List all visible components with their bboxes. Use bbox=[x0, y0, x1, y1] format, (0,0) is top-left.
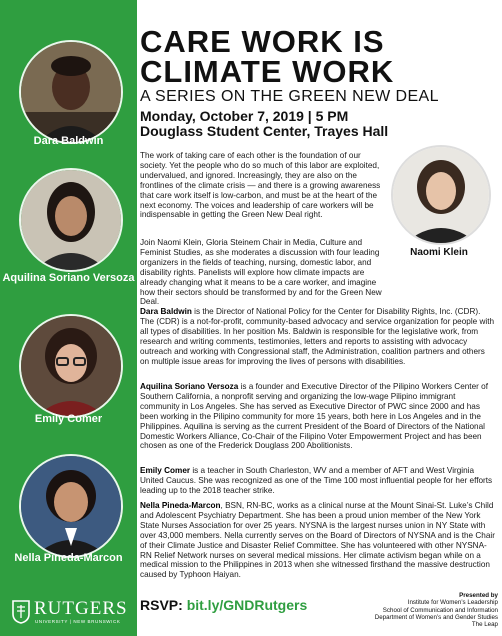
intro-paragraph: The work of taking care of each other is the foundation of our society. Yet the people who do so much of this labor are exploited, undervalued, and ignored. Increasingly, they are also on the frontlines of the climate crisis — and there is a growing awareness that care work itself is low-carbon, and must be at the heart of the next economy. The voices and leadership of care workers will be indispensable in getting the Green New Deal right. bbox=[140, 151, 381, 220]
sponsor-org: The Leap bbox=[471, 621, 498, 629]
bio-paragraph: Nella Pineda-Marcon, BSN, RN-BC, works as a clinical nurse at the Mount Sinai-St. Luke’s Child and Adolescent Psychiatry Department. She has been a proud union member of the New York State Nurses Association for over 25 years. NYSNA is the largest nurses union in NY State with over 43,000 members. Nella currently serves on the Board of Directors of NYSNA and is the Chair of their Climate Justice and Disaster Relief Committee. She has volunteered with other NYSNA-RN Relief Network nurses on several medical missions. Her climate activism began while on a medical mission to the Philippines in 2013 when she witnessed firsthand the massive destruction caused by Typhoon Haiyan. bbox=[140, 501, 495, 580]
page-title bbox=[140, 24, 498, 89]
sponsor-org: Department of Women’s and Gender Studies bbox=[374, 613, 498, 621]
flyer-main bbox=[140, 0, 498, 636]
moderator-name: Naomi Klein bbox=[410, 247, 468, 258]
event-location: Douglass Student Center, Trayes Hall bbox=[140, 123, 389, 139]
panelist-name: Nella Pineda-Marcon bbox=[14, 552, 123, 564]
sponsor-org: School of Communication and Information bbox=[382, 606, 498, 614]
portrait-aquilina-soriano-versoza bbox=[19, 168, 123, 272]
portrait-emily-comer bbox=[19, 314, 123, 418]
series-subtitle: A SERIES ON THE GREEN NEW DEAL bbox=[140, 88, 439, 105]
portrait-dara-baldwin bbox=[19, 40, 123, 144]
moderator-paragraph: Join Naomi Klein, Gloria Steinem Chair in Media, Culture and Feminist Studies, as she moderates a discussion with four leading organizers in the fields of teaching, nursing, domestic labor, and disability rights. Panelists will explore how climate impacts are already changing what it means to be a care worker, and imagine how their sectors should be transformed by and for the Green New Deal. bbox=[140, 238, 382, 307]
rsvp-line bbox=[140, 597, 307, 613]
presented-by-heading: Presented by bbox=[459, 592, 498, 599]
presented-by bbox=[375, 592, 498, 628]
rsvp-link[interactable]: bit.ly/GNDRutgers bbox=[186, 597, 308, 613]
rsvp-label: RSVP: bbox=[140, 597, 183, 613]
logo-wordmark: RUTGERS bbox=[34, 598, 128, 619]
panelist-name: Dara Baldwin bbox=[33, 135, 104, 147]
event-date: Monday, October 7, 2019 | 5 PM bbox=[140, 108, 349, 124]
logo-subtitle: UNIVERSITY | NEW BRUNSWICK bbox=[35, 619, 121, 624]
bio-paragraph: Emily Comer is a teacher in South Charleston, WV and a member of AFT and West Virginia United Caucus. She was recognized as one of the Time 100 most influential people for her efforts leading up to the 2018 teacher strike. bbox=[140, 466, 493, 495]
bio-name: Aquilina Soriano Versoza bbox=[140, 382, 239, 391]
bio-name: Emily Comer bbox=[140, 466, 191, 475]
sponsor-org: Institute for Women’s Leadership bbox=[407, 599, 498, 607]
portrait-nella-pineda-marcon bbox=[19, 454, 123, 558]
panelist-sidebar bbox=[0, 0, 137, 636]
rutgers-shield-icon bbox=[12, 600, 30, 624]
bio-name: Dara Baldwin bbox=[140, 307, 192, 316]
bio-paragraph: Dara Baldwin is the Director of National Policy for the Center for Disability Rights, Inc. (CDR). The (CDR) is a not-for-profit, community-based advocacy and service organization for people with all types of disabilities. In her position Ms. Baldwin is responsible for the legislative work, from research and writing comments, testimonies, letters and reports to assisting with advocacy outreach and working with Congressional staff, the Administration, coalition partners and others on multiple issue areas for improving the lives of persons with disabilities. bbox=[140, 307, 495, 366]
panelist-name: Aquilina Soriano Versoza bbox=[2, 272, 135, 284]
bio-name: Nella Pineda-Marcon bbox=[140, 501, 221, 510]
bio-paragraph: Aquilina Soriano Versoza is a founder and Executive Director of the Pilipino Workers Center of Southern California, a nonprofit serving and organizing the low-wage Pilipino immigrant community in Los Angeles. She has served as Executive Director of PWC since 2000 and has been working in the Pilipino community for more 15 years, both here in Los Angeles and in the Philippines. Aquilina is serving as the current President of the Board of Directors of the National Domestic Workers Alliance, Co-Chair of the Filipino Voter Empowerment Project and has been chosen as one of the Frederick Douglass 200 Abolitionists. bbox=[140, 382, 488, 451]
portrait-naomi-klein bbox=[391, 145, 491, 245]
title-line: CARE WORK IS bbox=[140, 24, 385, 59]
panelist-name: Emily Comer bbox=[34, 413, 103, 425]
title-line: CLIMATE WORK bbox=[140, 54, 395, 89]
